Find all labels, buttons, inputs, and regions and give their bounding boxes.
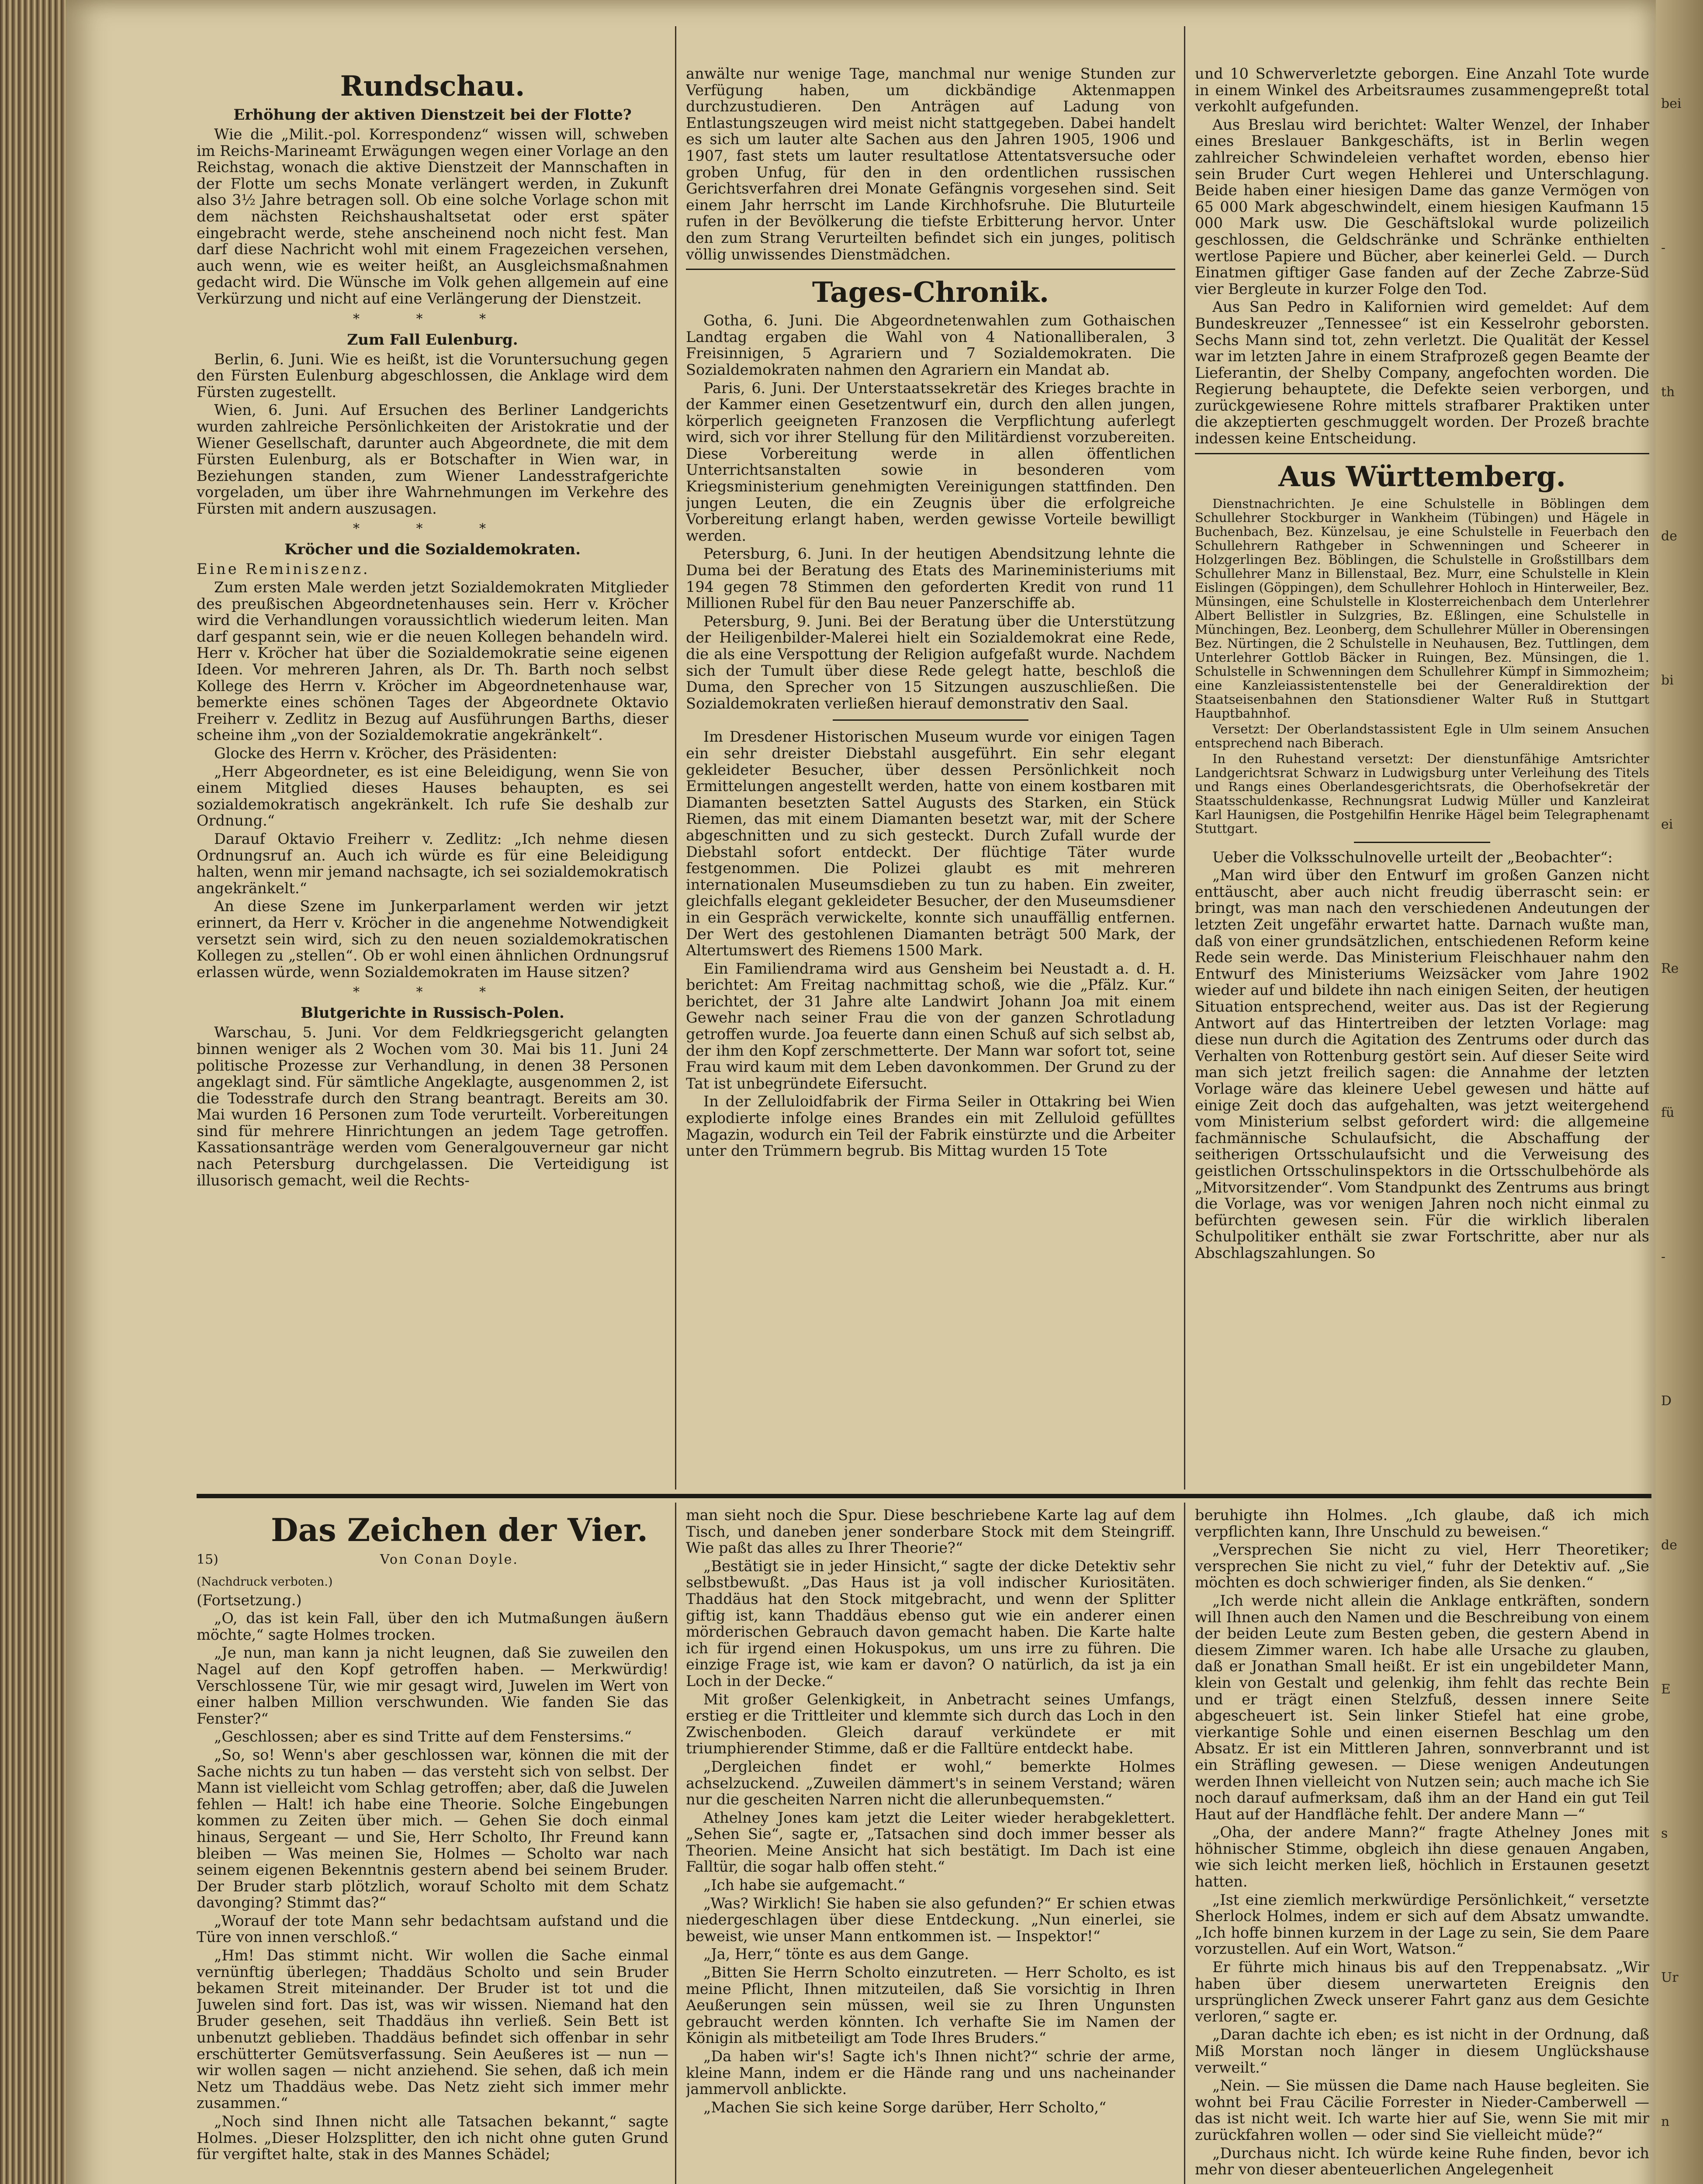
eulenburg-p1: Berlin, 6. Juni. Wie es heißt, ist die Voruntersuchung gegen den Fürsten Eulenburg abgeschlossen, die Anklage wird dem Fürsten zugestellt. — [197, 350, 668, 401]
rule — [686, 269, 1175, 270]
novel-paragraph: „Geschlossen; aber es sind Tritte auf dem Fenstersims.“ — [214, 1728, 632, 1745]
kroecher-p5: An diese Szene im Junkerparlament werden wir jetzt erinnert, da Herr v. Kröcher in die angenehme Notwendigkeit versetzt sein wird, sich zu den neuen sozialdemokratischen Kollegen zu „stellen“. Ob er wohl einen ähnlichen Ordnungsruf erlassen würde, wenn Sozialdemokraten im Hause sitzen? — [197, 898, 668, 981]
novel-paragraph: man sieht noch die Spur. Diese beschriebene Karte lag auf dem Tisch, und daneben jener sonderbare Stock mit dem Steingriff. Wie paßt das alles zu Ihrer Theorie?“ — [686, 1507, 1175, 1557]
novel-paragraph: „Durchaus nicht. Ich würde keine Ruhe finden, bevor ich mehr von dieser abenteuerlichen Angelegenheit — [1195, 2144, 1649, 2178]
next-page-edge — [1656, 0, 1703, 2184]
polen-title: Blutgerichte in Russisch-Polen. — [301, 1004, 564, 1022]
paris-item: Paris, 6. Juni. Der Unterstaatssekretär des Krieges brachte in der Kammer einen Gesetzentwurf ein, durch den allen jungen, körperlich geeigneten Franzosen die Verpflichtung auferlegt wird, sich vor ihrer Stellung für den Militärdienst vorzubereiten. Diese Vorbereitung werde in allen öffentlichen Unterrichtsanstalten sowie in besonderen vom Kriegsministerium genehmigten Vereinigungen stattfinden. Den jungen Leuten, die ein Zeugnis über die erfolgreiche Vorbereitung erlangt haben, werden gewisse Vorteile bewilligt werden. — [686, 379, 1175, 544]
kroecher-title: Kröcher und die Sozialdemokraten. — [284, 541, 581, 559]
novel-paragraph: „Machen Sie sich keine Sorge darüber, Herr Scholto,“ — [703, 2098, 1107, 2116]
novel-paragraph: „Nein. — Sie müssen die Dame nach Hause begleiten. Sie wohnt bei Frau Cäcilie Forrester in Nieder-Camberwell — das ist nicht weit. Ich warte hier auf Sie, wenn Sie mit mir zurückfahren wollen — oder sind Sie vielleicht müde?“ — [1195, 2077, 1649, 2143]
kroecher-p2: Glocke des Herrn v. Kröcher, des Präsidenten: — [214, 745, 557, 762]
edge-fragment: n — [1661, 2114, 1670, 2129]
column-rule — [1184, 26, 1185, 1489]
newspaper-page — [66, 0, 1656, 2184]
novel-c2-body — [686, 1507, 1175, 2115]
novel-column-2 — [686, 1507, 1175, 2184]
ottakring-item: In der Zelluloidfabrik der Firma Seiler in Ottakring bei Wien explodierte infolge eines Brandes ein mit Zelluloid gefülltes Magazin, wodurch ein Teil der Fabrik einstürzte und die Arbeiter unter den Trümmern begrub. Bis Mittag wurden 15 Tote — [686, 1093, 1175, 1160]
dienstnachrichten: Dienstnachrichten. Je eine Schulstelle in Böblingen dem Schullehrer Stockburger in Wankheim (Tübingen) und Hägele in Buchenbach, Bez. Künzelsau, je eine Schulstelle in Feuerbach den Schullehrern Rathgeber in Schwenningen und Scheerer in Holzgerlingen Bez. Böblingen, die Schulstelle in Großstillbars dem Schullehrer Manz in Billenstaal, Bez. Murr, eine Schulstelle in Klein Eislingen (Göppingen), dem Schullehrer Hohloch in Hinterweiler, Bez. Münsingen, eine Schulstelle in Klosterreichenbach dem Unterlehrer Albert Bellistler in Sulzgries, Bz. Eßlingen, eine Schulstelle in Münchingen, Bez. Leonberg, dem Schullehrer Müller in Oberensingen Bez. Nürtingen, die 2 Schulstelle in Neuhausen, Bez. Tuttlingen, dem Unterlehrer Gottlob Bäcker in Ruingen, Bez. Münsingen, die 1. Schulstelle in Schwenningen dem Schullehrer Kümpf in Simmozheim; eine Kanzleiassistentenstelle bei der Generaldirektion der Staatseisenbahnen den Stationsdiener Walter Ruß in Stuttgart Hauptbahnhof. — [1195, 496, 1649, 721]
gotha-item: Gotha, 6. Juni. Die Abgeordnetenwahlen zum Gothaischen Landtag ergaben die Wahl von 4 Nationalliberalen, 3 Freisinnigen, 5 Agrariern und 7 Sozialdemokraten. Die Sozialdemokraten nahmen den Agrariern ein Mandat ab. — [686, 312, 1175, 378]
flotte-title: Erhöhung der aktiven Dienstzeit bei der Flotte? — [233, 106, 632, 124]
section-stars: * * * — [353, 311, 512, 327]
ruhestand: In den Ruhestand versetzt: Der dienstunfähige Amtsrichter Landgerichtsrat Schwarz in Ludwigsburg unter Verleihung des Titels und Rangs eines Oberlandesgerichtsrats, die Oberhofsekretär der Staatsschuldenkasse, Rechnungsrat Ludwig Müller und Kanzleirat Karl Haunigsen, die Postgehilfin Henrike Hägel beim Telegraphenamt Stuttgart. — [1195, 751, 1649, 836]
novel-paragraph: „Ich habe sie aufgemacht.“ — [703, 1876, 905, 1894]
chronik-heading: Tages-Chronik. — [812, 276, 1049, 309]
kroecher-p4: Darauf Oktavio Freiherr v. Zedlitz: „Ich nehme diesen Ordnungsruf an. Auch ich würde es für eine Beleidigung halten, wenn mir jemand nachsagte, ich sei sozialdemokratisch angekränkelt.“ — [197, 830, 668, 897]
novel-paragraph: „Je nun, man kann ja nicht leugnen, daß Sie zuweilen den Nagel auf den Kopf getroffen haben. — Merkwürdig! Verschlossene Tür, wie mir gesagt wird, Juwelen im Wert von einer halben Million verschwunden. Wie fanden Sie das Fenster?“ — [197, 1644, 668, 1727]
kroecher-p3: „Herr Abgeordneter, es ist eine Beleidigung, wenn Sie von einem Mitglied dieses Hauses behaupten, es sei sozialdemokratisch angekränkelt. Ich rufe Sie deshalb zur Ordnung.“ — [197, 763, 668, 829]
section-stars: * * * — [353, 521, 512, 537]
edge-fragment: bi — [1661, 673, 1674, 688]
edge-fragment: de — [1661, 529, 1677, 544]
column-rule — [1184, 1503, 1185, 2184]
rundschau-heading: Rundschau. — [340, 70, 525, 103]
novel-author: Von Conan Doyle. — [380, 1552, 519, 1567]
novel-paragraph: „Ja, Herr,“ tönte es aus dem Gange. — [703, 1946, 969, 1963]
eulenburg-title: Zum Fall Eulenburg. — [347, 331, 518, 349]
edge-fragment: D — [1661, 1393, 1672, 1409]
novel-paragraph: „So, so! Wenn's aber geschlossen war, können die mit der Sache nichts zu tun haben — das versteht sich von selbst. Der Mann ist vielleicht vom Schlag getroffen; aber, daß die Juwelen fehlen — Halt! ich habe eine Theorie. Solche Eingebungen kommen zu Zeiten über mich. — Gehen Sie doch einmal hinaus, Sergeant — und Sie, Herr Scholto, Ihr Freund kann bleiben — Was meinen Sie, Holmes — Scholto war nach seinem eigenen Bekenntnis gestern abend bei seinem Bruder. Der Bruder starb plötzlich, worauf Scholto mit dem Schatz davonging? Stimmt das?“ — [197, 1746, 668, 1911]
edge-fragment: fü — [1661, 1105, 1675, 1120]
novel-title: Das Zeichen der Vier. — [271, 1511, 648, 1548]
volksschul-text: „Man wird über den Entwurf im großen Ganzen nicht enttäuscht, aber auch nicht freudig überrascht sein: er bringt, was man nach den verschiedenen Andeutungen der letzten Zeit ungefähr erwartet hatte. Darnach wußte man, daß von einer grundsätzlichen, entschiedenen Reform keine Rede sein werde. Das Ministerium Fleischhauer nahm den Entwurf des Ministeriums Weizsäcker vom Jahre 1902 wieder auf und bildete ihn nach einigen Seiten, der heutigen Situation entsprechend, weiter aus. Das ist der Regierung Antwort auf das Hintertreiben der letzten Vorlage: mag diese nun durch die Agitation des Zentrums oder durch das Verhalten von Rottenburg gestört sein. Auf dieser Seite wird man sich jetzt freilich sagen: die Annahme der letzten Vorlage wäre das kleinere Uebel gewesen und hätte auf einige Zeit doch das aufgehalten, was jetzt weitergehend vom Ministerium selbst gefordert wird: die allgemeine fachmännische Schulaufsicht, die Abschaffung der seitherigen Ortsschulaufsicht und die Verweisung des geistlichen Ortsschulinspektors in die Ortsschulbehörde als „Mitvorsitzender“. Vom Standpunkt des Zentrums aus bringt die Vorlage, was vor wenigen Jahren noch nicht einmal zu befürchten gewesen sein. Für die wirklich liberalen Schulpolitiker enthält sie zwar Fortschritte, aber nur als Abschlagszahlungen. So — [1195, 867, 1649, 1261]
novel-paragraph: „Versprechen Sie nicht zu viel, Herr Theoretiker; versprechen Sie nicht zu viel,“ fuhr der Detektiv auf. „Sie möchten es doch schwieriger finden, als Sie denken.“ — [1195, 1541, 1649, 1591]
rule — [1195, 453, 1649, 454]
novel-byline — [197, 1552, 668, 1574]
flotte-text: Wie die „Milit.-pol. Korrespondenz“ wissen will, schweben im Reichs-Marineamt Erwägungen wegen einer Vorlage an den Reichstag, wonach die aktive Dienstzeit der Mannschaften in der Flotte um sechs Monate verlängert werden, in Zukunft also 3½ Jahre betragen soll. Ob eine solche Vorlage schon mit dem nächsten Reichshaushaltsetat oder erst später eingebracht werde, stehe anscheinend noch nicht fest. Man darf diese Nachricht wohl mit einem Fragezeichen versehen, auch wenn, wie es weiter heißt, an Ausgleichsmaßnahmen gedacht wird. Die Wünsche im Volk gehen allgemein auf eine Verkürzung und nicht auf eine Verlängerung der Dienstzeit. — [197, 126, 668, 307]
novel-paragraph: „Oha, der andere Mann?“ fragte Athelney Jones mit höhnischer Stimme, obgleich ihn diese genauen Angaben, wie sich leicht merken ließ, höchlich in Erstaunen gesetzt hatten. — [1195, 1824, 1649, 1890]
novel-paragraph: „Bitten Sie Herrn Scholto einzutreten. — Herr Scholto, es ist meine Pflicht, Ihnen mitzuteilen, daß Sie vorsichtig in Ihren Aeußerungen sein müssen, weil sie zu Ihren Ungunsten gebraucht werden könnten. Ich verhafte Sie im Namen der Königin als mitbeteiligt am Tode Ihres Bruders.“ — [686, 1964, 1175, 2047]
neustadt-item: Ein Familiendrama wird aus Gensheim bei Neustadt a. d. H. berichtet: Am Freitag nachmittag schoß, wie die „Pfälz. Kur.“ berichtet, der 31 Jahre alte Landwirt Johann Joa mit einem Gewehr nach seiner Frau die von der ganzen Schrotladung getroffen wurde. Joa feuerte dann einen Schuß auf sich selbst ab, der ihm den Kopf zerschmetterte. Der Mann war sofort tot, seine Frau wird kaum mit dem Leben davonkommen. Der Grund zu der Tat ist unbegründete Eifersucht. — [686, 960, 1175, 1092]
installment-number: 15) — [197, 1552, 218, 1567]
polen-p1: Warschau, 5. Juni. Vor dem Feldkriegsgericht gelangten binnen weniger als 2 Wochen vom 30. Mai bis 11. Juni 24 politische Prozesse zur Verhandlung, in denen 38 Personen angeklagt sind. Für sämtliche Angeklagte, ausgenommen 2, ist die Todesstrafe durch den Strang beantragt. Bereits am 30. Mai wurden 16 Personen zum Tode verurteilt. Vorbereitungen sind für mehrere Hinrichtungen an jedem Tage getroffen. Kassationsanträge werden vom Generalgouverneur gar nicht nach Petersburg durchgelassen. Die Verteidigung ist illusorisch gemacht, weil die Rechts- — [197, 1024, 668, 1189]
novel-paragraph: „Was? Wirklich! Sie haben sie also gefunden?“ Er schien etwas niedergeschlagen über diese Entdeckung. „Nun einerlei, sie beweist, wie unser Mann entkommen ist. — Inspektor!“ — [686, 1894, 1175, 1945]
edge-fragment: - — [1661, 1249, 1666, 1265]
kroecher-p1: Zum ersten Male werden jetzt Sozialdemokraten Mitglieder des preußischen Abgeordnetenhauses sein. Herr v. Kröcher wird die Verhandlungen voraussichtlich wiederum leiten. Man darf gespannt sein, wie er die neuen Kollegen behandeln wird. Herr v. Kröcher hat über die Sozialdemokratie seine eigenen Ideen. Vor mehreren Jahren, als Dr. Th. Barth noch selbst Kollege des Herrn v. Kröcher im Abgeordnetenhause war, bemerkte eines schönen Tages der Abgeordnete Oktavio Freiherr v. Zedlitz in Bezug auf Ausführungen Barths, dieser scheine ihm „von der Sozialdemokratie angekränkelt“. — [197, 579, 668, 744]
kroecher-subtitle: Eine Reminiszenz. — [197, 560, 370, 578]
edge-fragment: s — [1661, 1826, 1668, 1841]
edge-fragment: bei — [1661, 96, 1682, 111]
versetzt: Versetzt: Der Oberlandstassistent Egle in Ulm seinem Ansuchen entsprechend nach Biberach. — [1195, 721, 1649, 750]
edge-fragment: E — [1661, 1682, 1671, 1697]
edge-fragment: th — [1661, 384, 1675, 400]
petersburg-item-2: Petersburg, 9. Juni. Bei der Beratung über die Unterstützung der Heiligenbilder-Malerei hielt ein Sozialdemokrat eine Rede, die als eine Verspottung der Religion aufgefaßt wurde. Nachdem sich der Tumult über diese Rede gelegt hatte, beschloß die Duma, den Sprecher von 15 Sitzungen auszuschließen. Die Sozialdemokraten verließen hierauf demonstrativ den Saal. — [686, 612, 1175, 712]
feuilleton-separator — [197, 1494, 1651, 1498]
column-rundschau — [197, 66, 668, 1489]
edge-fragment: de — [1661, 1538, 1677, 1553]
edge-fragment: Ur — [1661, 1970, 1679, 1985]
edge-fragment: - — [1661, 240, 1666, 256]
column-tageschronik — [686, 66, 1175, 1489]
reprint-notice: (Nachdruck verboten.) — [197, 1575, 333, 1589]
novel-paragraph: beruhigte ihn Holmes. „Ich glaube, daß ich mich verpflichten kann, Ihre Unschuld zu beweisen.“ — [1195, 1507, 1649, 1540]
novel-paragraph: „Ist eine ziemlich merkwürdige Persönlichkeit,“ versetzte Sherlock Holmes, indem er sich auf dem Absatz umwandte. „Ich hoffe binnen kurzem in der Lage zu sein, Sie dem Paare vorzustellen. Auf ein Wort, Watson.“ — [1195, 1891, 1649, 1958]
novel-paragraph: „Noch sind Ihnen nicht alle Tatsachen bekannt,“ sagte Holmes. „Dieser Holzsplitter, den ich nicht ohne guten Grund für vergiftet halte, stak in des Mannes Schädel; — [197, 2113, 668, 2163]
novel-column-1 — [197, 1507, 668, 2184]
novel-paragraph: Er führte mich hinaus bis auf den Treppenabsatz. „Wir haben über diesem unerwarteten Ereignis den ursprünglichen Zweck unserer Fahrt ganz aus dem Gesichte verloren,“ sagte er. — [1195, 1959, 1649, 2025]
novel-paragraph: Athelney Jones kam jetzt die Leiter wieder herabgeklettert. „Sehen Sie“, sagte er, „Tatsachen sind doch immer besser als Theorien. Meine Ansicht hat sich bestätigt. Im Dach ist eine Falltür, die sogar halb offen steht.“ — [686, 1809, 1175, 1876]
rule — [1354, 842, 1490, 843]
dresden-item: Im Dresdener Historischen Museum wurde vor einigen Tagen ein sehr dreister Diebstahl ausgeführt. Ein sehr elegant gekleideter Besucher, über dessen Persönlichkeit noch Ermittelungen angestellt werden, hatte von einem kostbaren mit Diamanten besetzten Sattel Augusts des Starken, ein Stück Riemen, das mit einem Diamanten besetzt war, mit der Schere abgeschnitten und zu sich gesteckt. Durch Zufall wurde der Diebstahl sofort entdeckt. Der flüchtige Täter wurde festgenommen. Die Polizei glaubt es mit mehreren internationalen Museumsdieben zu tun zu haben. Ein zweiter, gleichfalls elegant gekleideter Besucher, der den Museumsdiener in ein Gespräch verwickelte, konnte sich unauffällig entfernen. Der Wert des gestohlenen Diamanten beträgt 500 Mark, der Altertumswert des Riemens 1500 Mark. — [686, 728, 1175, 959]
continuation-note: (Fortsetzung.) — [197, 1591, 302, 1609]
volksschul-intro: Ueber die Volksschulnovelle urteilt der „Beobachter“: — [1212, 848, 1613, 866]
page-stack-edge — [0, 0, 66, 2184]
novel-paragraph: Mit großer Gelenkigkeit, in Anbetracht seines Umfangs, erstieg er die Trittleiter und klemmte sich durch das Loch in den Zwischenboden. Gleich darauf verkündete er mit triumphierender Stimme, daß er die Falltüre entdeckt habe. — [686, 1690, 1175, 1757]
novel-column-3 — [1195, 1507, 1649, 2184]
wuerttemberg-heading: Aus Württemberg. — [1278, 460, 1566, 493]
eulenburg-p2: Wien, 6. Juni. Auf Ersuchen des Berliner Landgerichts wurden zahlreiche Persönlichkeiten der Aristokratie und der Wiener Gesellschaft, darunter auch Abgeordnete, die mit dem Fürsten Eulenburg, als er Botschafter in Wien war, in Beziehungen standen, zum Wiener Landesstrafgerichte vorgeladen, um über ihre Wahrnehmungen im Verkehre des Fürsten mit andern auszusagen. — [197, 401, 668, 517]
novel-paragraph: „Da haben wir's! Sagte ich's Ihnen nicht?“ schrie der arme, kleine Mann, indem er die Hände rang und uns nacheinander jammervoll anblickte. — [686, 2048, 1175, 2098]
column-wuerttemberg — [1195, 66, 1649, 1489]
column-rule — [675, 26, 676, 1489]
novel-c1-body — [197, 1610, 668, 2163]
novel-paragraph: „Worauf der tote Mann sehr bedachtsam aufstand und die Türe von innen verschloß.“ — [197, 1912, 668, 1946]
novel-paragraph: „Bestätigt sie in jeder Hinsicht,“ sagte der dicke Detektiv sehr selbstbewußt. „Das Haus ist ja voll indischer Kuriositäten. Thaddäus hat den Stock mitgebracht, und wenn der Splitter giftig ist, kann Thaddäus ebenso gut wie ein anderer einen mörderischen Gebrauch davon gemacht haben. Die Karte halte ich für irgend einen Hokuspokus, um uns irre zu führen. Die einzige Frage ist, wie kam er davon? O natürlich, da ist ja ein Loch in der Decke.“ — [686, 1557, 1175, 1690]
ottakring-continued: und 10 Schwerverletzte geborgen. Eine Anzahl Tote wurde in einem Winkel des Arbeitsraumes zusammengepreßt total verkohlt aufgefunden. — [1195, 66, 1649, 115]
novel-paragraph: „Hm! Das stimmt nicht. Wir wollen die Sache einmal vernünftig überlegen; Thaddäus Scholto und sein Bruder bekamen Streit miteinander. Der Bruder ist tot und die Juwelen sind fort. Das ist, was wir wissen. Niemand hat den Bruder gesehen, seit Thaddäus ihn verließ. Sein Bett ist unbenutzt geblieben. Thaddäus befindet sich offenbar in sehr erschütterter Gemütsverfassung. Sein Aeußeres ist — nun — wir wollen sagen — nicht anziehend. Sie sehen, daß ich mein Netz um Thaddäus webe. Das Netz zieht sich immer mehr zusammen.“ — [197, 1947, 668, 2112]
breslau-item: Aus Breslau wird berichtet: Walter Wenzel, der Inhaber eines Breslauer Bankgeschäfts, ist in Berlin wegen zahlreicher Schwindeleien verhaftet worden, ebenso hier sein Bruder Curt wegen Hehlerei und Unterschlagung. Beide haben einer hiesigen Dame das ganze Vermögen von 65 000 Mark abgeschwindelt, einem hiesigen Kaufmann 15 000 Mark usw. Die Geschäftslokal wurde polizeilich geschlossen, die Geldschränke und Schränke enthielten wertlose Papiere und Bücher, aber keinerlei Geld. — Durch Einatmen giftiger Gase fanden auf der Zeche Zabrze-Süd vier Bergleute in kurzer Folge den Tod. — [1195, 116, 1649, 297]
edge-fragment: ei — [1661, 817, 1673, 832]
novel-paragraph: „Daran dachte ich eben; es ist nicht in der Ordnung, daß Miß Morstan noch länger in diesem Unglückshause verweilt.“ — [1195, 2026, 1649, 2076]
rule — [833, 719, 1028, 721]
petersburg-item-1: Petersburg, 6. Juni. In der heutigen Abendsitzung lehnte die Duma bei der Beratung des Etats des Marineministeriums mit 194 gegen 78 Stimmen den geforderten Kredit von rund 11 Millionen Rubel für den Bau neuer Panzerschiffe ab. — [686, 545, 1175, 612]
column-rule — [675, 1503, 676, 2184]
novel-c3-body — [1195, 1507, 1649, 2178]
novel-paragraph: „O, das ist kein Fall, über den ich Mutmaßungen äußern möchte,“ sagte Holmes trocken. — [197, 1610, 668, 1643]
section-stars: * * * — [353, 985, 512, 1000]
novel-paragraph: „Dergleichen findet er wohl,“ bemerkte Holmes achselzuckend. „Zuweilen dämmert's in seinem Verstand; wären nur die gescheiten Narren nicht die allerunbequemsten.“ — [686, 1758, 1175, 1808]
edge-fragment: Re — [1661, 961, 1679, 976]
novel-paragraph: „Ich werde nicht allein die Anklage entkräften, sondern will Ihnen auch den Namen und die Beschreibung von einem der beiden Leute zum Besten geben, die gestern Abend in diesem Zimmer waren. Ich habe alle Ursache zu glauben, daß er Jonathan Small heißt. Er ist ein ungebildeter Mann, klein von Gestalt und gelenkig, ihm fehlt das rechte Bein und er trägt einen Stelzfuß, dessen innere Seite abgescheuert ist. Sein linker Stiefel hat eine grobe, vierkantige Sohle und einen eisernen Beschlag um den Absatz. Er ist ein Mittleren Jahren, sonnverbrannt und ist ein Sträfling gewesen. — Diese wenigen Andeutungen werden Ihnen vielleicht von Nutzen sein; auch mache ich Sie noch darauf aufmerksam, daß ihm an der Hand ein gut Teil Haut auf der Handfläche fehlt. Der andere Mann —“ — [1195, 1592, 1649, 1823]
sanpedro-item: Aus San Pedro in Kalifornien wird gemeldet: Auf dem Bundeskreuzer „Tennessee“ ist ein Kesselrohr geborsten. Sechs Mann sind tot, zehn verletzt. Die Qualität der Kessel war im letzten Jahre in einem Strafprozeß gegen Beamte der Lieferantin, der Shelby Company, angefochten worden. Die Regierung behauptete, die Defekte seien verborgen, und zurückgewiesene Rohre mittels strafbarer Praktiken unter die akzeptierten geschmuggelt worden. Der Prozeß brachte indessen keine Entscheidung. — [1195, 298, 1649, 447]
polen-continued: anwälte nur wenige Tage, manchmal nur wenige Stunden zur Verfügung haben, um dickbändige Aktenmappen durchzustudieren. Den Anträgen auf Ladung von Entlastungszeugen wird meist nicht stattgegeben. Dabei handelt es sich um lauter alte Sachen aus den Jahren 1905, 1906 und 1907, fast stets um lauter resultatlose Attentatsversuche oder groben Unfug, für den in den ordentlichen russischen Gerichtsverfahren drei Monate Gefängnis vorgesehen sind. Seit einem Jahr herrscht im Lande Kirchhofsruhe. Die Bluturteile rufen in der Bevölkerung die tiefste Erbitterung hervor. Unter den zum Strang Verurteilten befindet sich ein junges, politisch völlig unwissendes Dienstmädchen. — [686, 66, 1175, 263]
